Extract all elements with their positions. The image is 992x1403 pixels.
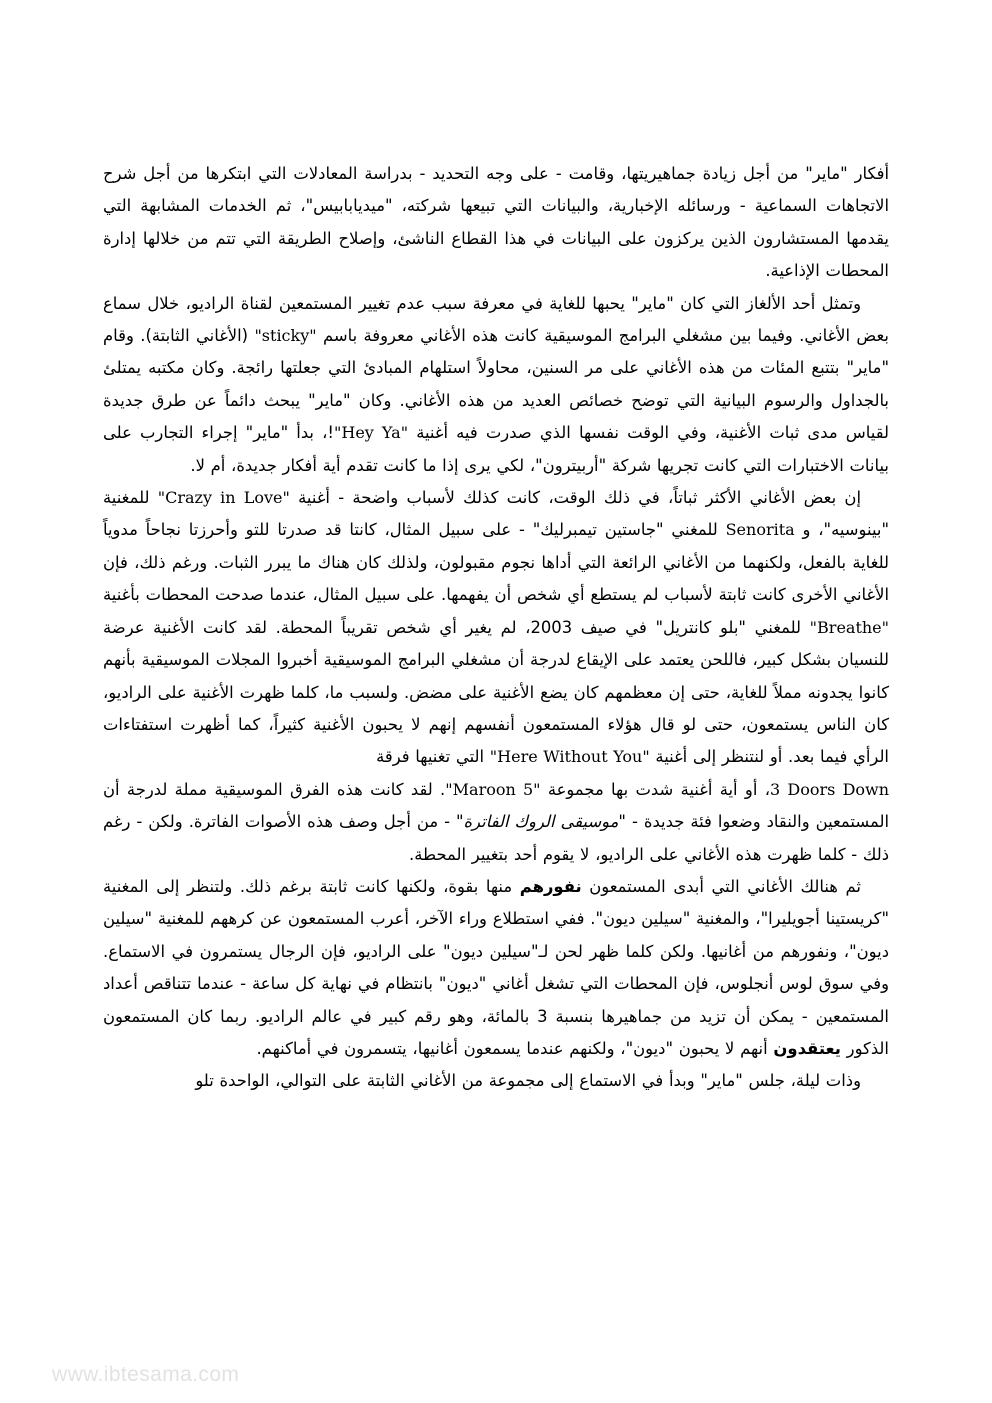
paragraph — [103, 871, 889, 1065]
text-run: للمغنية "بينوسيه"، و — [103, 488, 889, 540]
latin-term: "Maroon 5" — [445, 779, 541, 799]
emphasis-bold: يعتقدون — [773, 1038, 841, 1058]
latin-term: 3 Doors Down — [770, 779, 890, 799]
paragraph-container — [103, 158, 889, 1098]
latin-term: "sticky" — [254, 326, 317, 346]
paragraph — [103, 288, 889, 482]
paragraph — [103, 1065, 889, 1097]
text-run: أفكار "ماير" من أجل زيادة جماهيريتها، وقامت - على وجه التحديد - بدراسة المعادلات التي ابتكرها من أجل شرح الاتجاهات السماعية - ورسائله الإخبارية، والبيانات التي تبيعها شركته، "ميدیابابیس"، ثم الخدمات المشابهة التي يقدمها المستشارون الذين يركزون على البيانات في هذا القطاع الناشئ، وإصلاح الطريقة التي تتم من خلالها إدارة المحطات الإذاعية. — [103, 164, 889, 281]
text-run: للمغني "جاستين تيمبرليك" - على سبيل المثال، كانتا قد صدرتا للتو وأحرزتا نجاحاً مدوياً للغاية بالفعل، ولكنهما من الأغاني الرائعة التي أداها نجوم مقبولون، ولذلك كان هناك ما يبرر الثبات. ورغم ذلك، فإن الأغاني الأخرى كانت ثابتة لأسباب لم يستطع أي شخص أن يفهمها. على سبيل المثال، عندما صدحت المحطات بأغنية — [103, 520, 889, 605]
emphasis-italic: "موسيقى الروك الفاترة" — [456, 812, 626, 832]
site-watermark: www.ibtesama.com — [52, 1363, 240, 1386]
text-run: ثم هنالك الأغاني التي أبدى المستمعون — [581, 876, 861, 896]
text-run: إن بعض الأغاني الأكثر ثباتاً، في ذلك الوقت، كانت كذلك لأسباب واضحة - أغنية — [289, 488, 861, 508]
latin-term: "Hey Ya" — [334, 423, 409, 443]
latin-term: Senorita — [725, 520, 795, 540]
paragraph — [103, 774, 889, 871]
text-run: !، بدأ "ماير" إجراء التجارب على بيانات الاختبارات التي كانت تجريها شركة "أربيترون"، لكي يرى إذا ما كانت تقدم أية أفكار جديدة، أم لا. — [103, 423, 889, 475]
paragraph — [103, 482, 889, 774]
latin-term: "Here Without You" — [489, 747, 650, 767]
text-run: وتمثل أحد الألغاز التي كان "ماير" يحبها للغاية في معرفة سبب عدم تغيير المستمعين لقناة الراديو، خلال سماع بعض الأغاني. وفيما بين مشغلي البرامج الموسيقية كانت هذه الأغاني معروفة باسم — [103, 293, 889, 346]
latin-term: "Breathe" — [809, 617, 890, 637]
paragraph — [103, 158, 889, 288]
text-run: للمغني "بلو كانتريل" في صيف 2003، لم يغير أي شخص تقريباً المحطة. لقد كانت الأغنية عرضة للنسيان بشكل كبير، فاللحن يعتمد على الإيقاع لدرجة أن مشغلي البرامج الموسيقية أخبروا المجلات الموسيقية بأنهم كانوا يجدونه مملاً للغاية، حتى إن معظمهم كان يضع الأغنية على مضض. ولسبب ما، كلما ظهرت الأغنية على الراديو، كان الناس يستمعون، حتى لو قال هؤلاء المستمعون أنفسهم إنهم لا يحبون الأغنية كثيراً، كما أظهرت استفتاءات الرأي فيما بعد. أو لنتنظر إلى أغنية — [103, 617, 889, 767]
latin-term: "Crazy in Love" — [157, 488, 290, 508]
text-run: منها بقوة، ولكنها كانت ثابتة برغم ذلك. ولتنظر إلى المغنية "كريستينا أجويليرا"، والمغنية "سيلين ديون". ففي استطلاع وراء الآخر، أعرب المستمعون عن كرههم للمغنية "سيلين ديون"، ونفورهم من أغانيها. ولكن كلما ظهر لحن لـ"سيلين ديون" على الراديو، فإن الرجال يستمرون في الاستماع. وفي سوق لوس أنجلوس، فإن المحطات التي تشغل أغاني "ديون" بانتظام في نهاية كل ساعة - عندما تتناقص أعداد المستمعين - يمكن أن تزيد من جماهيرها بنسبة 3 بالمائة، وهو رقم كبير في عالم الراديو. ربما كان المستمعون الذكور — [103, 876, 889, 1058]
emphasis-bold: نفورهم — [519, 876, 582, 896]
text-run: . لقد كانت هذه الفرق الموسيقية مملة لدرجة أن المستمعين والنقاد وضعوا فئة جديدة - — [103, 779, 889, 832]
text-run: التي تغنيها فرقة — [376, 747, 490, 767]
text-run: - من أجل وصف هذه الأصوات الفاترة. ولكن - رغم ذلك - كلما ظهرت هذه الأغاني على الراديو، لا يقوم أحد بتغيير المحطة. — [103, 812, 889, 864]
text-run: (الأغاني الثابتة). وقام "ماير" بتتبع المئات من هذه الأغاني على مر السنين، محاولاً استلهام المبادئ التي جعلتها رائجة. وكان مكتبه يمتلئ بالجداول والرسوم البيانية التي توضح خصائص العديد من هذه الأغاني. وكان "ماير" يبحث دائماً عن طرق جديدة لقياس مدى ثبات الأغنية، وفي الوقت نفسها الذي صدرت فيه أغنية — [103, 326, 889, 443]
text-run: أنهم لا يحبون "ديون"، ولكنهم عندما يسمعون أغانيها، يتسمرون في أماكنهم. — [256, 1038, 774, 1058]
text-run: ، أو أية أغنية شدت بها مجموعة — [540, 779, 771, 799]
text-run: وذات ليلة، جلس "ماير" وبدأ في الاستماع إلى مجموعة من الأغاني الثابتة على التوالي، الواحدة تلو — [195, 1071, 861, 1091]
document-body-text — [103, 158, 889, 1098]
